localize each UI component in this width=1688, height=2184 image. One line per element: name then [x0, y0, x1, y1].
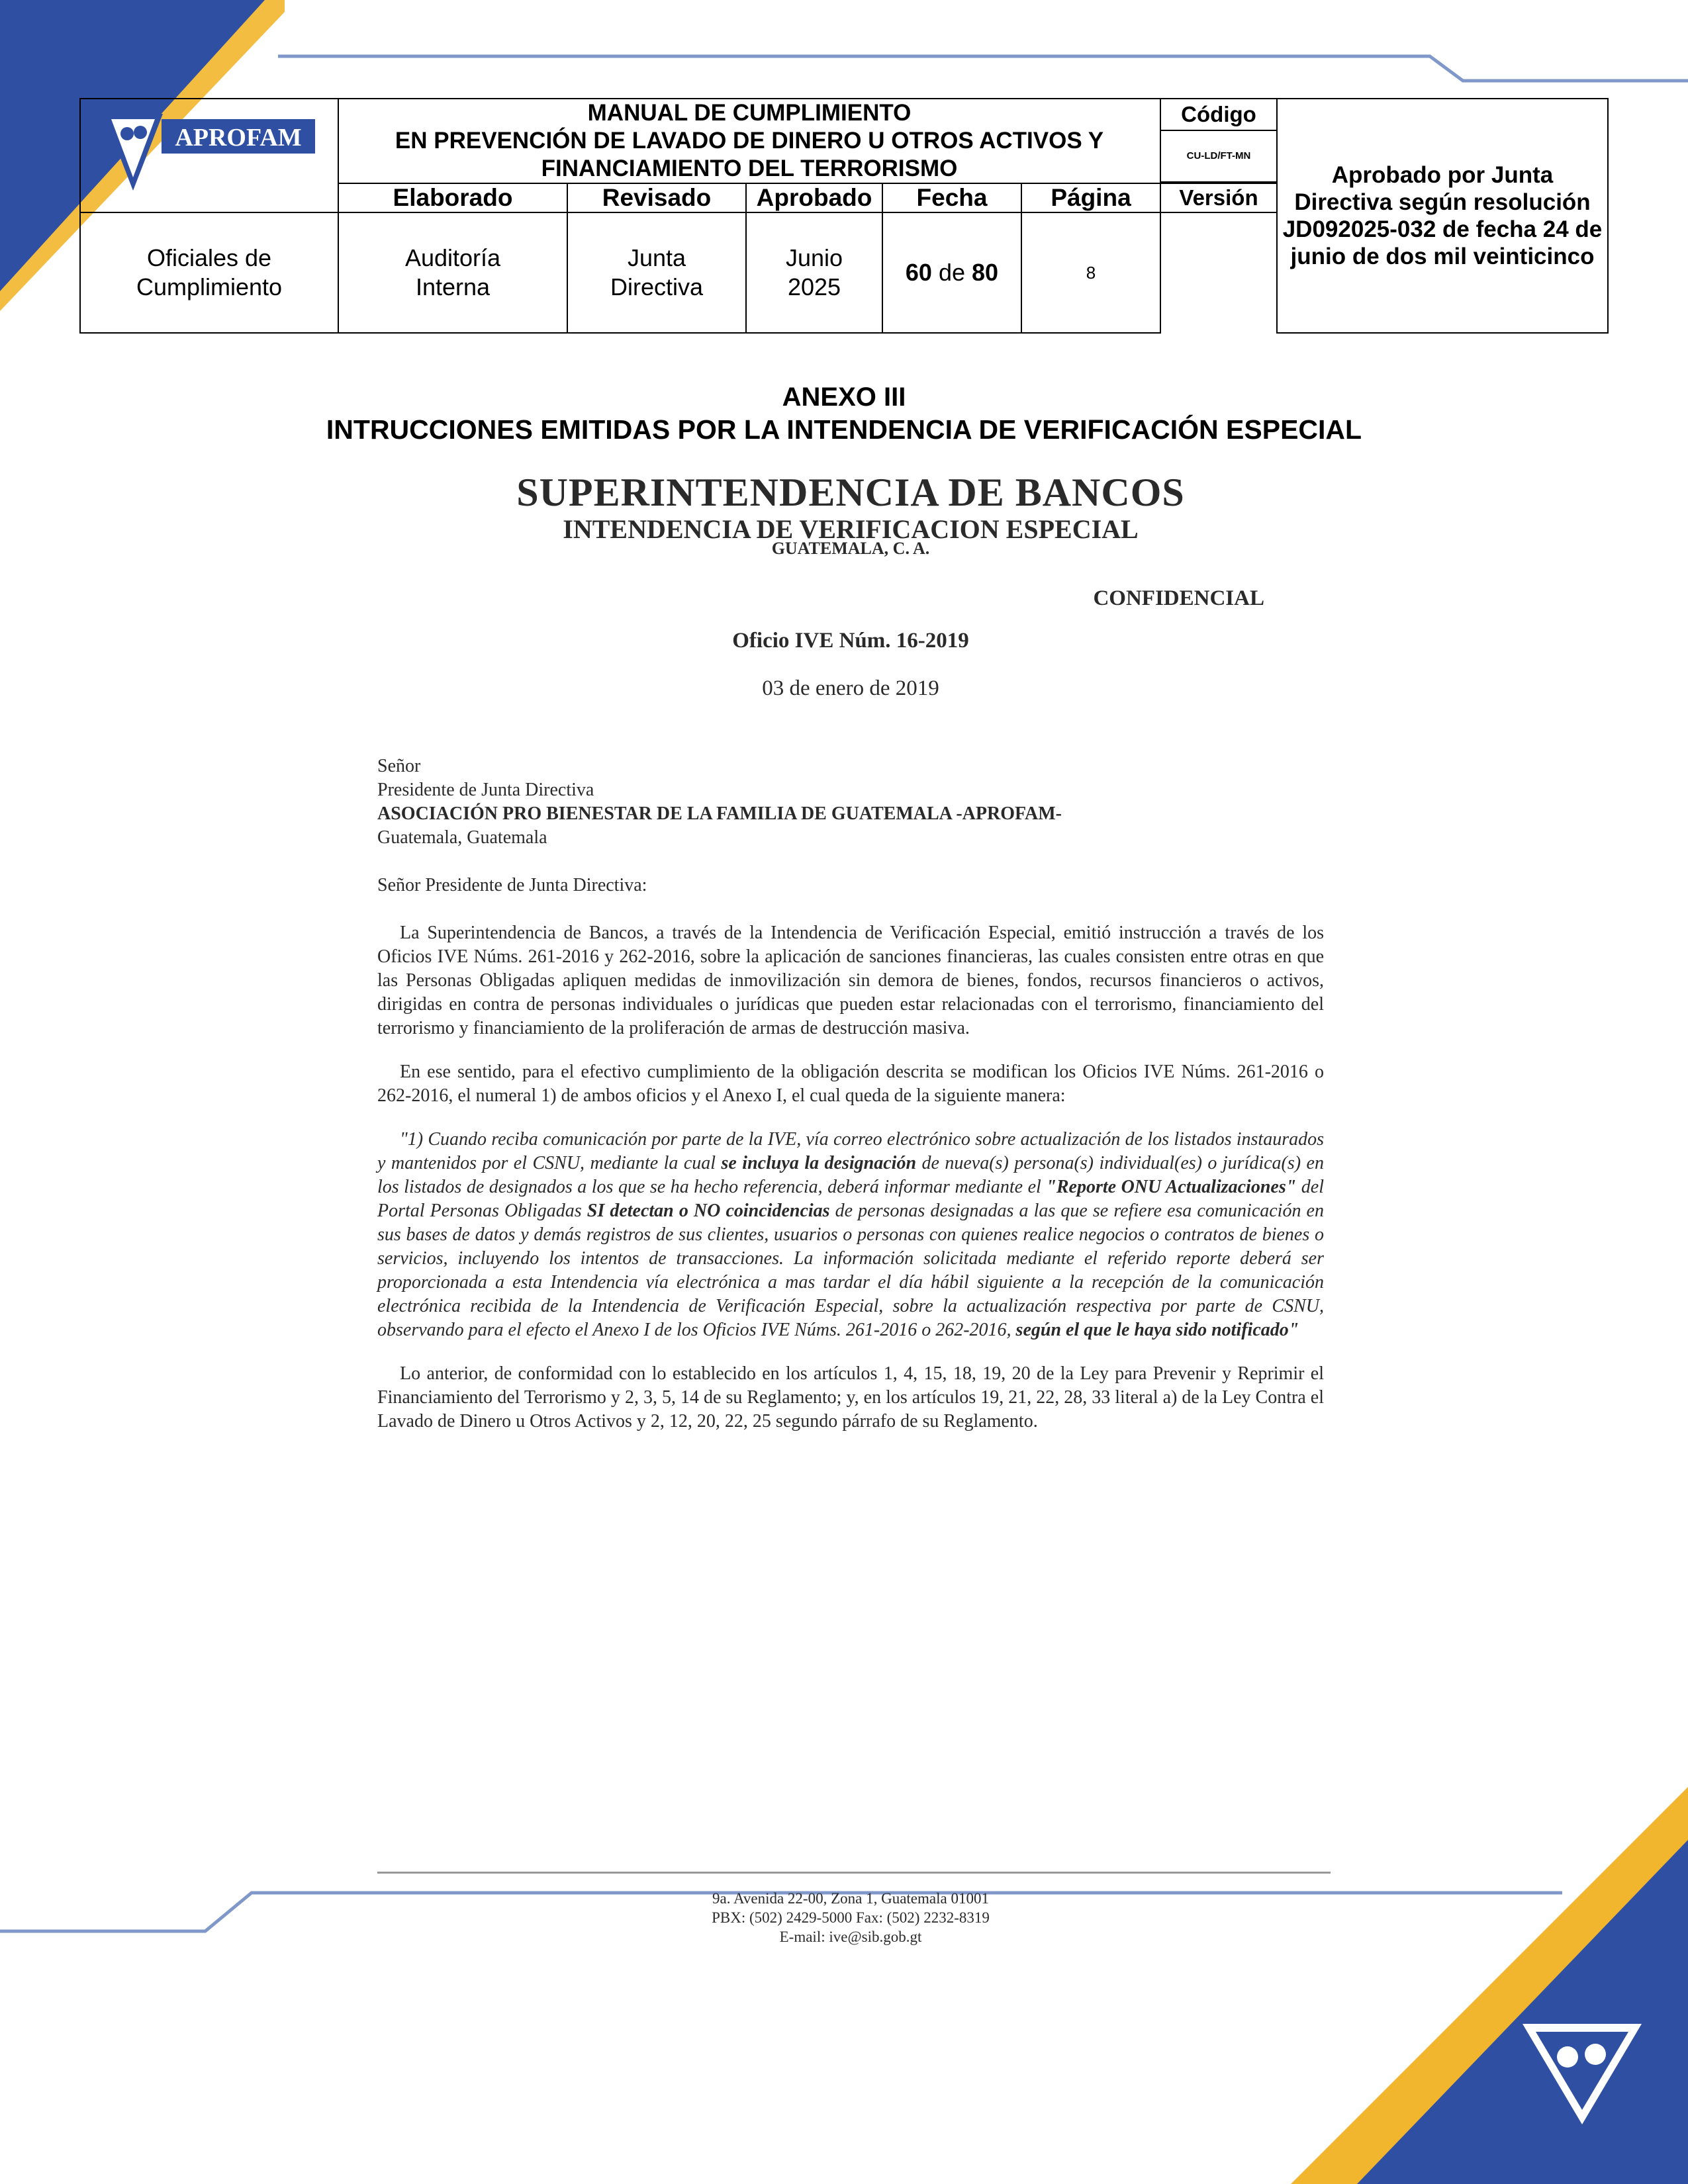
addressee-line-3: ASOCIACIÓN PRO BIENESTAR DE LA FAMILIA DE GUATEMALA -APROFAM- [377, 803, 1062, 824]
value-fecha: Junio 2025 [746, 212, 882, 333]
footer-email: E-mail: ive@sib.gob.gt [779, 1929, 922, 1945]
title-line-3: FINANCIAMIENTO DEL TERRORISMO [541, 156, 958, 181]
col-elaborado: Elaborado [338, 183, 567, 212]
logo-cell [80, 99, 338, 212]
confidential-label: CONFIDENCIAL [1093, 586, 1264, 610]
col-aprobado: Aprobado [746, 183, 882, 212]
letter-org-location: GUATEMALA, C. A. [771, 539, 930, 558]
col-version: Versión [1160, 183, 1277, 212]
document-header-table [79, 98, 1609, 334]
col-pagina: Página [1021, 183, 1160, 212]
approval-note: Aprobado por Junta Directiva según resolución JD092025-032 de fecha 24 de junio de dos mil veinticinco [1277, 99, 1608, 333]
value-revisado: Auditoría Interna [338, 212, 567, 333]
addressee-line-4: Guatemala, Guatemala [377, 827, 547, 848]
aprofam-logo-icon [90, 105, 328, 204]
value-elaborado: Oficiales de Cumplimiento [80, 212, 338, 333]
codigo-value: CU-LD/FT-MN [1160, 130, 1277, 181]
letter-org-name: SUPERINTENDENCIA DE BANCOS [516, 471, 1185, 514]
top-border-line [278, 56, 1688, 81]
manual-title [338, 99, 1160, 183]
paragraph-3: Lo anterior, de conformidad con lo establecido en los artículos 1, 4, 15, 18, 19, 20 de la Ley para Prevenir y Reprimir el Financiamiento del Terrorismo y 2, 3, 5, 14 de su Reglamento; y, en los artículos 19, 21, 22, 28, 33 literal a) de la Ley Contra el Lavado de Dinero u Otros Activos y 2, 12, 20, 22, 25 segundo párrafo de su Reglamento. [377, 1363, 1324, 1432]
value-version: 8 [1021, 212, 1160, 333]
footer-address: 9a. Avenida 22-00, Zona 1, Guatemala 01001 [712, 1890, 989, 1907]
letter-footer [357, 1889, 1344, 1946]
salutation: Señor Presidente de Junta Directiva: [377, 875, 647, 895]
codigo-label: Código [1160, 99, 1277, 130]
letter-org-division: INTENDENCIA DE VERIFICACION ESPECIAL [563, 514, 1139, 544]
letter-body [377, 754, 1324, 1433]
col-revisado: Revisado [567, 183, 746, 212]
quoted-instruction: "1) Cuando reciba comunicación por parte de la IVE, vía correo electrónico sobre actualización de los listados instaurados y mantenidos por el CSNU, mediante la cual se incluya la designación de nueva(s) persona(s) individual(es) o jurídica(s) en los listados de designados a los que se ha hecho referencia, deberá informar mediante el "Reporte ONU Actualizaciones" del Portal Personas Obligadas SI detectan o NO coincidencias de personas designadas a las que se refiere esa comunicación en sus bases de datos y demás registros de sus clientes, usuarios o personas con quienes realice negocios o contratos de bienes o servicios, incluyendo los intentos de transacciones. La información solicitada mediante el referido reporte deberá ser proporcionada a esta Intendencia vía electrónica a mas tardar el día hábil siguiente a la recepción de la comunicación electrónica recibida de la Intendencia de Verificación Especial, sobre la actualización respectiva por parte de CSNU, observando para el efecto el Anexo I de los Oficios IVE Núms. 261-2016 o 262-2016, según el que le haya sido notificado" [377, 1129, 1324, 1340]
annex-number: ANEXO III [782, 383, 906, 412]
footer-phone: PBX: (502) 2429-5000 Fax: (502) 2232-8319 [712, 1909, 990, 1926]
paragraph-2: En ese sentido, para el efectivo cumplimiento de la obligación descrita se modifican los Oficios IVE Núms. 261-2016 o 262-2016, el numeral 1) de ambos oficios y el Anexo I, el cual queda de la siguiente manera: [377, 1062, 1324, 1106]
oficio-number: Oficio IVE Núm. 16-2019 [732, 629, 969, 653]
title-line-1: MANUAL DE CUMPLIMIENTO [587, 100, 912, 126]
logo-text: APROFAM [175, 123, 302, 152]
addressee-line-2: Presidente de Junta Directiva [377, 780, 594, 800]
annex-title: INTRUCCIONES EMITIDAS POR LA INTENDENCIA DE VERIFICACIÓN ESPECIAL [326, 414, 1362, 445]
letter-date: 03 de enero de 2019 [762, 676, 939, 700]
value-aprobado: Junta Directiva [567, 212, 746, 333]
paragraph-1: La Superintendencia de Bancos, a través de la Intendencia de Verificación Especial, emitió instrucción a través de los Oficios IVE Núms. 261-2016 y 262-2016, sobre la aplicación de sanciones financieras, las cuales consisten entre otras en que las Personas Obligadas apliquen medidas de inmovilización sin demora de bienes, fondos, recursos financieros o activos, dirigidas en contra de personas individuales o jurídicas que pueden estar relacionadas con el terrorismo, financiamiento del terrorismo y financiamiento de la proliferación de armas de destrucción masiva. [377, 923, 1324, 1038]
letter-footer-rule [377, 1872, 1331, 1874]
title-line-2: EN PREVENCIÓN DE LAVADO DE DINERO U OTROS ACTIVOS Y [395, 128, 1104, 154]
col-fecha: Fecha [882, 183, 1021, 212]
addressee-line-1: Señor [377, 756, 421, 776]
value-pagina: 60 de 80 [882, 212, 1021, 333]
embedded-letter [357, 457, 1344, 1992]
